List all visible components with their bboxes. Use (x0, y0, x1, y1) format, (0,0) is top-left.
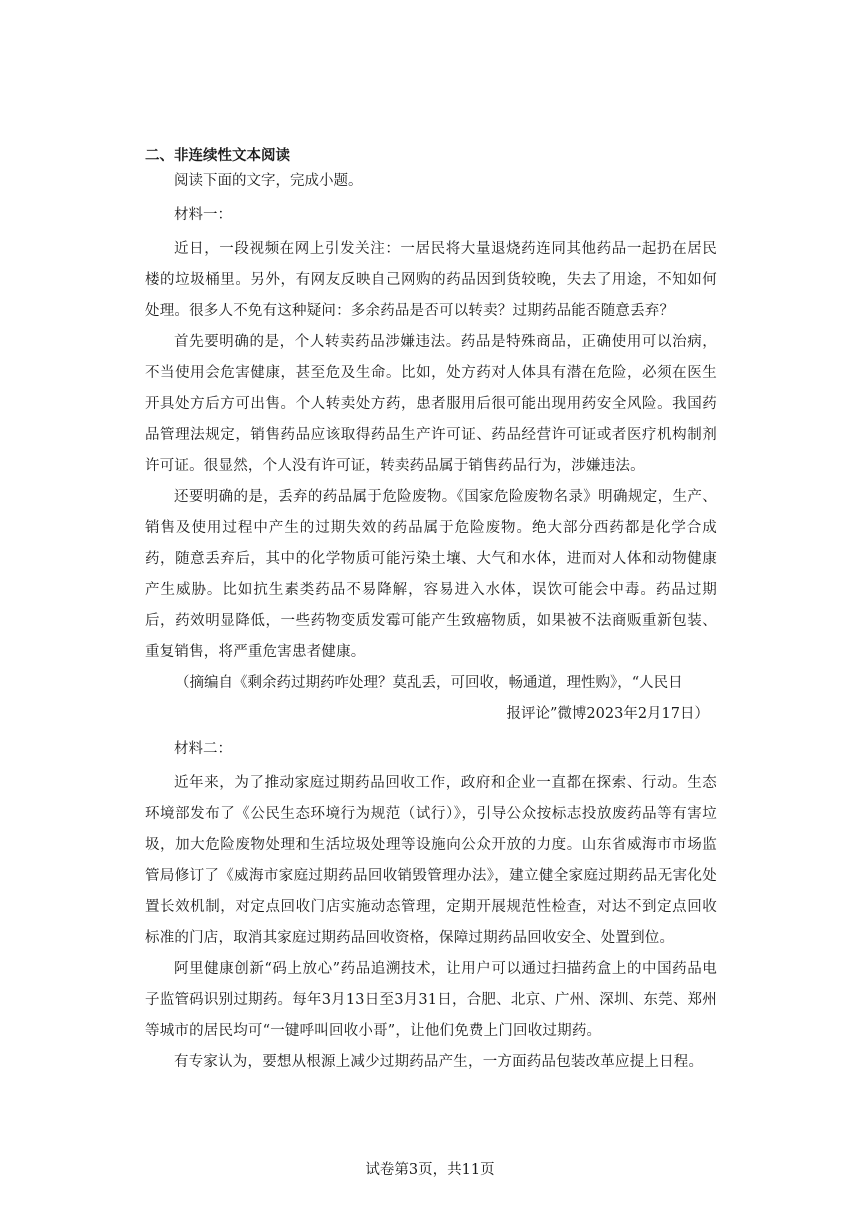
material-one-source: （摘编自《剩余药过期药咋处理？莫乱丢，可回收，畅通道，理性购》，“人民日 (175, 675, 683, 691)
material-one-source-continued: 报评论”微博2023年2月17日） (506, 706, 709, 722)
material-two-paragraph: 有专家认为，要想从根源上减少过期药品产生，一方面药品包装改革应提上日程。 (174, 1054, 704, 1070)
material-two-paragraph: 近年来，为了推动家庭过期药品回收工作，政府和企业一直都在探索、行动。生态环境部发布了《公民生态环境行为规范（试行）》，引导公众按标志投放废药品等有害垃圾，加大危险废物处理和生活垃圾处理等设施向公众开放的力度。山东省威海市市场监管局修订了《威海市家庭过期药品回收销毁管理办法》，建立健全家庭过期药品无害化处置长效机制，对定点回收门店实施动态管理，定期开展规范性检查，对达不到定点回收标准的门店，取消其家庭过期药品回收资格，保障过期药品回收安全、处置到位。 (145, 775, 717, 946)
page-content (145, 144, 717, 1078)
material-one-paragraph: 首先要明确的是，个人转卖药品涉嫌违法。药品是特殊商品，正确使用可以治病，不当使用会危害健康，甚至危及生命。比如，处方药对人体具有潜在危险，必须在医生开具处方后方可出售。个人转卖处方药，患者服用后很可能出现用药安全风险。我国药品管理法规定，销售药品应该取得药品生产许可证、药品经营许可证或者医疗机构制剂许可证。很显然，个人没有许可证，转卖药品属于销售药品行为，涉嫌违法。 (145, 334, 717, 474)
page-footer: 试卷第3页，共11页 (365, 1162, 495, 1178)
reading-instruction: 阅读下面的文字，完成小题。 (174, 173, 363, 189)
material-one-paragraph: 还要明确的是，丢弃的药品属于危险废物。《国家危险废物名录》明确规定，生产、销售及使用过程中产生的过期失效的药品属于危险废物。绝大部分西药都是化学合成药，随意丢弃后，其中的化学物质可能污染土壤、大气和水体，进而对人体和动物健康产生威胁。比如抗生素类药品不易降解，容易进入水体，误饮可能会中毒。药品过期后，药效明显降低，一些药物变质发霉可能产生致癌物质，如果被不法商贩重新包装、重复销售，将严重危害患者健康。 (145, 489, 717, 660)
material-one-label: 材料一： (174, 207, 232, 223)
material-one-paragraph: 近日，一段视频在网上引发关注：一居民将大量退烧药连同其他药品一起扔在居民楼的垃圾桶里。另外，有网友反映自己网购的药品因到货较晚，失去了用途，不知如何处理。很多人不免有这种疑问：多余药品是否可以转卖？过期药品能否随意丢弃？ (145, 241, 717, 319)
section-heading: 二、非连续性文本阅读 (145, 148, 290, 164)
material-two-label: 材料二： (174, 741, 232, 757)
material-two-paragraph: 阿里健康创新“码上放心”药品追溯技术，让用户可以通过扫描药盒上的中国药品电子监管码识别过期药。每年3月13日至3月31日，合肥、北京、广州、深圳、东莞、郑州等城市的居民均可“一键呼叫回收小哥”，让他们免费上门回收过期药。 (145, 961, 717, 1039)
